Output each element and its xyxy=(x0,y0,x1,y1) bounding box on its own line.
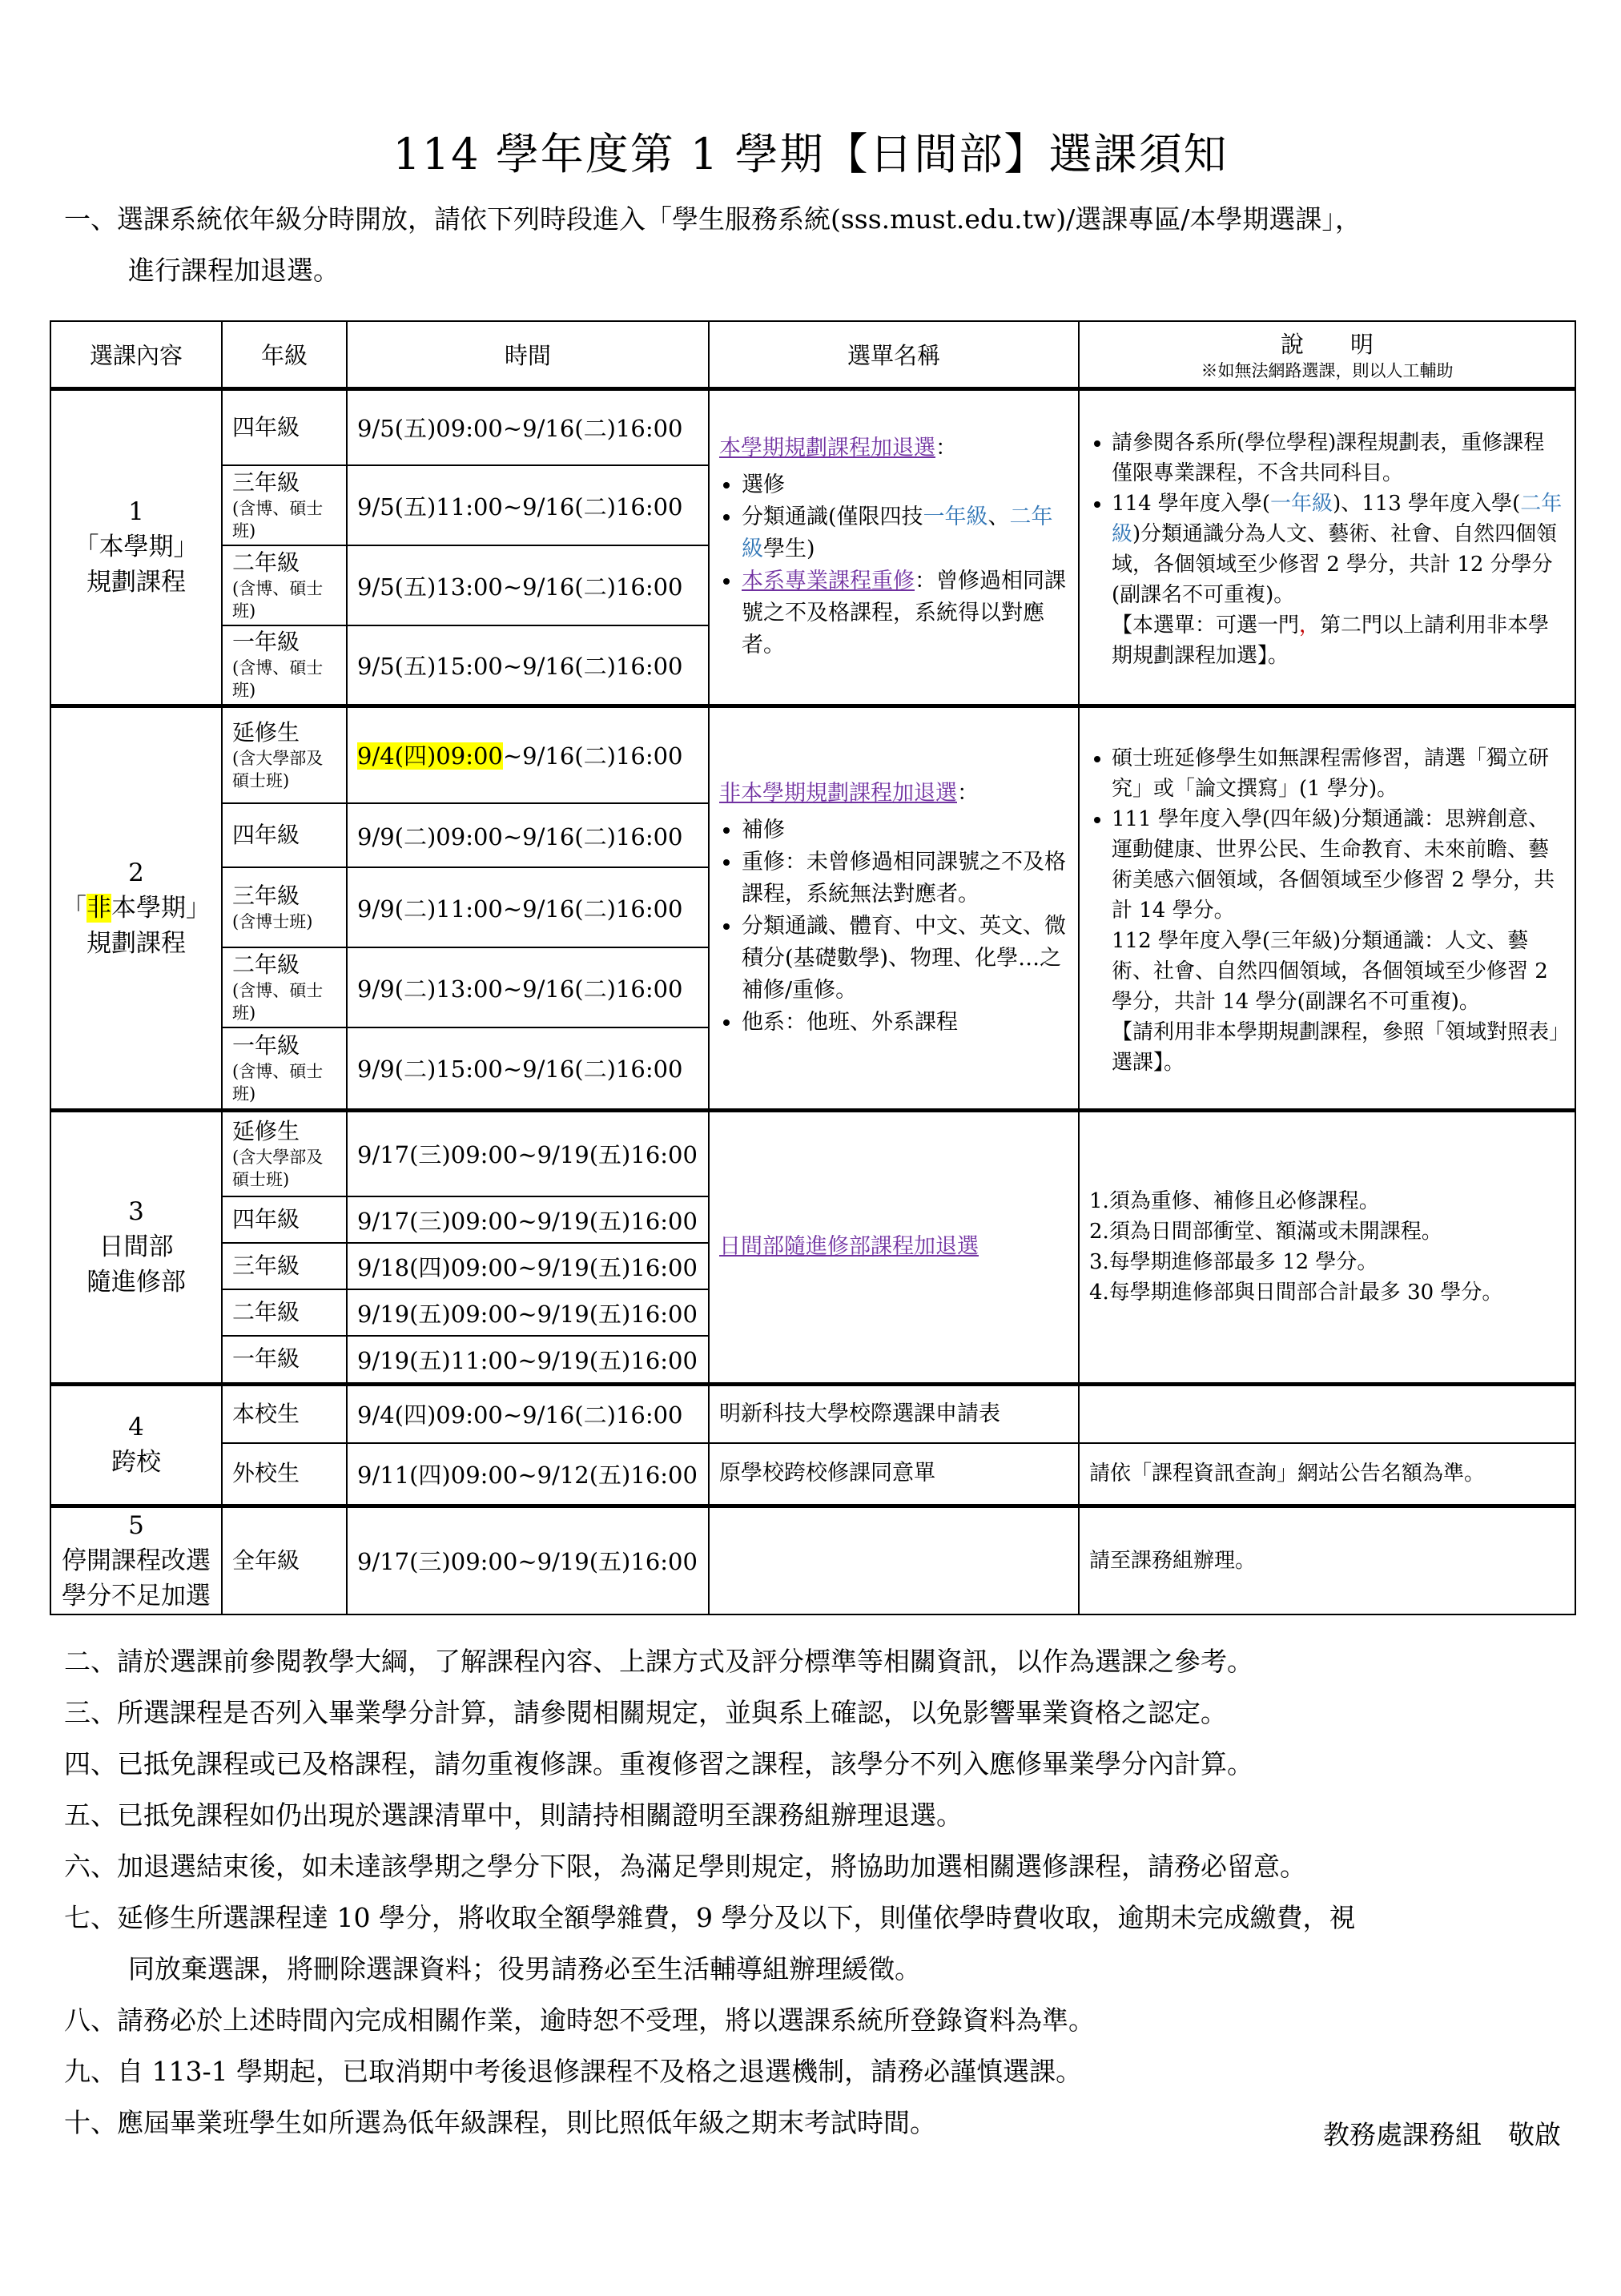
time-cell: 9/4(四)09:00~9/16(二)16:00 xyxy=(347,1384,709,1443)
table-row xyxy=(50,1110,1575,1196)
table-header-row xyxy=(50,321,1575,388)
grade-cell: 延修生 (含大學部及碩士班) xyxy=(222,706,347,803)
time-cell: 9/5(五)15:00~9/16(二)16:00 xyxy=(347,625,709,706)
grade-cell: 三年級 xyxy=(222,1243,347,1289)
time-cell: 9/4(四)09:00~9/16(二)16:00 xyxy=(347,706,709,803)
time-cell: 9/18(四)09:00~9/19(五)16:00 xyxy=(347,1243,709,1289)
form-link[interactable]: 本學期規劃課程加退選 xyxy=(719,436,935,460)
grade-cell: 四年級 xyxy=(222,1196,347,1243)
header-time: 時間 xyxy=(347,321,709,388)
grade-cell: 延修生 (含大學部及碩士班) xyxy=(222,1110,347,1196)
note-cell: 請至課務組辦理。 xyxy=(1079,1506,1575,1614)
note-cell xyxy=(1079,1384,1575,1443)
grade-cell: 四年級 xyxy=(222,803,347,867)
header-grade: 年級 xyxy=(222,321,347,388)
form-cell xyxy=(709,1506,1079,1614)
intro-line-1: 一、選課系統依年級分時開放，請依下列時段進入「學生服務系統(sss.must.edu.tw)/選課專區/本學期選課」， xyxy=(64,203,1362,235)
form-link[interactable]: 非本學期規劃課程加退選 xyxy=(719,780,957,806)
header-content: 選課內容 xyxy=(50,321,222,388)
form-cell: 明新科技大學校際選課申請表 xyxy=(709,1384,1079,1443)
time-cell: 9/17(三)09:00~9/19(五)16:00 xyxy=(347,1110,709,1196)
section-1-label: 1 「本學期」 規劃課程 xyxy=(50,388,222,706)
rule-item: 九、自 113-1 學期起，已取消期中考後退修課程不及格之退選機制，請務必謹慎選課。 xyxy=(64,2056,1083,2087)
section-3-label: 3 日間部 隨進修部 xyxy=(50,1110,222,1384)
grade-cell: 二年級 xyxy=(222,1289,347,1336)
note-line: 4.每學期進修部與日間部合計最多 30 學分。 xyxy=(1089,1281,1503,1305)
list-item: • 111 學年度入學(四年級)分類通識：思辨創意、運動健康、世界公民、生命教育、未來前瞻、藝術美感六個領域，各個領域至少修習 2 學分，共計 14 學分。 xyxy=(1112,804,1565,926)
rules-list xyxy=(64,1636,1586,2149)
section-3-notes xyxy=(1079,1110,1575,1384)
grade-cell: 二年級 (含博、碩士班) xyxy=(222,545,347,625)
intro-paragraph xyxy=(64,194,1570,296)
list-item: • 補修 xyxy=(742,814,1068,846)
list-item: • 他系：他班、外系課程 xyxy=(742,1007,1068,1039)
table-row xyxy=(50,388,1575,465)
grade-cell: 二年級 (含博、碩士班) xyxy=(222,947,347,1027)
note-bracket: 【本選單：可選一門，第二門以上請利用非本學期規劃課程加選】。 xyxy=(1112,613,1550,668)
time-cell: 9/9(二)11:00~9/16(二)16:00 xyxy=(347,867,709,947)
rule-item: 二、請於選課前參閱教學大綱，了解課程內容、上課方式及評分標準等相關資訊，以作為選課之參考。 xyxy=(64,1646,1253,1677)
table-row xyxy=(50,706,1575,803)
time-cell: 9/17(三)09:00~9/19(五)16:00 xyxy=(347,1196,709,1243)
grade-cell: 外校生 xyxy=(222,1443,347,1506)
time-cell: 9/9(二)09:00~9/16(二)16:00 xyxy=(347,803,709,867)
schedule-table xyxy=(50,320,1576,1615)
list-item: • 選修 xyxy=(742,469,1068,501)
form-link[interactable]: 日間部隨進修部課程加退選 xyxy=(719,1234,979,1259)
section-2-label: 2 「非本學期」 規劃課程 xyxy=(50,706,222,1110)
rule-item: 六、加退選結束後，如未達該學期之學分下限，為滿足學則規定，將協助加選相關選修課程，請務必留意。 xyxy=(64,1851,1306,1882)
rule-item: 八、請務必於上述時間內完成相關作業，逾時恕不受理，將以選課系統所登錄資料為準。 xyxy=(64,2004,1095,2036)
rule-item: 四、已抵免課程或已及格課程，請勿重複修課。重複修習之課程，該學分不列入應修畢業學分內計算。 xyxy=(64,1748,1253,1779)
grade-cell: 一年級 (含博、碩士班) xyxy=(222,625,347,706)
time-cell: 9/11(四)09:00~9/12(五)16:00 xyxy=(347,1443,709,1506)
section-2-notes xyxy=(1079,706,1575,1110)
list-item: • 請參閱各系所(學位學程)課程規劃表，重修課程僅限專業課程，不含共同科目。 xyxy=(1112,428,1565,489)
list-item: • 碩士班延修學生如無課程需修習，請選「獨立研究」或「論文撰寫」(1 學分)。 xyxy=(1112,743,1565,804)
time-cell: 9/5(五)13:00~9/16(二)16:00 xyxy=(347,545,709,625)
page-title: 114 學年度第 1 學期【日間部】選課須知 xyxy=(392,129,1229,179)
grade-cell: 全年級 xyxy=(222,1506,347,1614)
list-item: • 分類通識(僅限四技一年級、二年級學生) xyxy=(742,501,1068,565)
time-cell: 9/5(五)09:00~9/16(二)16:00 xyxy=(347,388,709,465)
grade-cell: 三年級 (含博、碩士班) xyxy=(222,465,347,545)
section-5-label: 5 停開課程改選 學分不足加選 xyxy=(50,1506,222,1614)
note-bracket: 【請利用非本學期規劃課程，參照「領域對照表」選課】。 xyxy=(1112,1019,1560,1075)
time-cell: 9/17(三)09:00~9/19(五)16:00 xyxy=(347,1506,709,1614)
header-desc: 說 明 ※如無法網路選課，則以人工輔助 xyxy=(1079,321,1575,388)
rule-item: 七、延修生所選課程達 10 學分，將收取全額學雜費，9 學分及以下，則僅依學時費收取，逾期未完成繳費，視 xyxy=(64,1902,1356,1933)
grade-cell: 一年級 (含博、碩士班) xyxy=(222,1027,347,1110)
table-row xyxy=(50,1384,1575,1443)
grade-cell: 三年級 (含博士班) xyxy=(222,867,347,947)
list-item: • 分類通識、體育、中文、英文、微積分(基礎數學)、物理、化學…之補修/重修。 xyxy=(742,911,1068,1007)
time-cell: 9/19(五)09:00~9/19(五)16:00 xyxy=(347,1289,709,1336)
rule-item-continued: 同放棄選課，將刪除選課資料；役男請務必至生活輔導組辦理緩徵。 xyxy=(128,1953,921,1984)
table-row xyxy=(50,1506,1575,1614)
grade-cell: 四年級 xyxy=(222,388,347,465)
list-item: • 114 學年度入學(一年級)、113 學年度入學(二年級)分類通識分為人文、藝術、社會、自然四個領域，各個領域至少修習 2 學分，共計 12 分學分(副課名不可重複)。 xyxy=(1112,489,1565,610)
list-item: • 本系專業課程重修：曾修過相同課號之不及格課程，系統得以對應者。 xyxy=(742,565,1068,661)
form-cell: 原學校跨校修課同意單 xyxy=(709,1443,1079,1506)
header-form: 選單名稱 xyxy=(709,321,1079,388)
time-cell: 9/19(五)11:00~9/19(五)16:00 xyxy=(347,1336,709,1384)
note-paragraph: 112 學年度入學(三年級)分類通識：人文、藝術、社會、自然四個領域，各個領域至少修習 2 學分，共計 14 學分(副課名不可重複)。 xyxy=(1112,928,1548,1014)
note-line: 2.須為日間部衝堂、額滿或未開課程。 xyxy=(1089,1220,1442,1244)
table-row xyxy=(50,1443,1575,1506)
list-item: • 重修：未曾修過相同課號之不及格課程，系統無法對應者。 xyxy=(742,846,1068,911)
intro-line-2: 進行課程加退選。 xyxy=(128,255,340,286)
section-3-form xyxy=(709,1110,1079,1384)
section-2-form: 非本學期規劃課程加退選： • 補修 • 重修：未曾修過相同課號之不及格課程，系統無法對應者。 • 分類通識、體育、中文、英文、微積分(基礎數學)、物理、化學…之補修/重修。 • 他系：他班、外系課程 xyxy=(709,706,1079,1110)
rule-item: 三、所選課程是否列入畢業學分計算，請參閱相關規定，並與系上確認，以免影響畢業資格之認定。 xyxy=(64,1697,1227,1728)
section-1-form: 本學期規劃課程加退選： • 選修 • 分類通識(僅限四技一年級、二年級學生) • 本系專業課程重修：曾修過相同課號之不及格課程，系統得以對應者。 xyxy=(709,388,1079,706)
signature: 教務處課務組 敬啟 xyxy=(1323,2119,1561,2150)
note-line: 1.須為重修、補修且必修課程。 xyxy=(1089,1189,1380,1213)
section-1-notes xyxy=(1079,388,1575,706)
section-4-label: 4 跨校 xyxy=(50,1384,222,1506)
time-cell: 9/9(二)13:00~9/16(二)16:00 xyxy=(347,947,709,1027)
time-cell: 9/5(五)11:00~9/16(二)16:00 xyxy=(347,465,709,545)
note-cell: 請依「課程資訊查詢」網站公告名額為準。 xyxy=(1079,1443,1575,1506)
grade-cell: 一年級 xyxy=(222,1336,347,1384)
header-desc-note: ※如無法網路選課，則以人工輔助 xyxy=(1201,360,1454,380)
grade-cell: 本校生 xyxy=(222,1384,347,1443)
rule-item: 五、已抵免課程如仍出現於選課清單中，則請持相關證明至課務組辦理退選。 xyxy=(64,1799,963,1831)
highlighted-time: 9/4(四)09:00 xyxy=(357,742,503,770)
rule-item: 十、應屆畢業班學生如所選為低年級課程，則比照低年級之期末考試時間。 xyxy=(64,2107,936,2138)
time-cell: 9/9(二)15:00~9/16(二)16:00 xyxy=(347,1027,709,1110)
note-line: 3.每學期進修部最多 12 學分。 xyxy=(1089,1250,1378,1274)
